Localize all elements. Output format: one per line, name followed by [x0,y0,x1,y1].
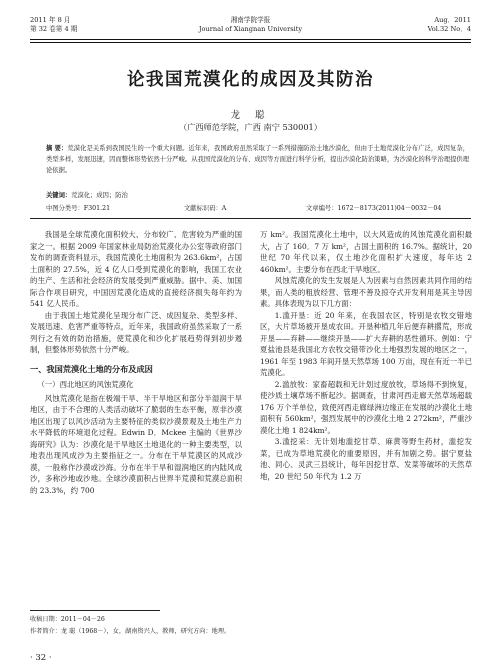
received-date: 收稿日期：2011－04－26 [30,616,105,623]
keywords-text: 荒漠化；成因；防治 [71,192,128,199]
header-date-en: Aug．2011 [434,16,471,24]
abstract-separator [30,218,471,219]
author-affiliation: （广西师范学院，广西 南宁 530001） [179,122,322,132]
clc-number: 中图分类号：F301.21 [46,205,111,212]
header-rule-thin [30,42,471,43]
footnote-rule [30,610,160,611]
running-header [30,16,471,38]
paragraph: 风蚀荒漠化是指在极端干旱、半干旱地区和部分半湿润干旱地区，由于不合理的人类活动破坏了脆弱的生态平衡，原非沙漠地区出现了以风沙活动为主要特征的类似沙漠景观及土地生产力水平降低的环境退化过程。Edwin D．Mckee 主编的《世界沙海研究》认为：沙漠化是干旱地区土地退化的一种主要类型，以地表出现风成沙为主要指征之一。分布在干旱荒漠区的风成沙漠，一般称作沙漠或沙海。分布在半干旱和湿润地区的内陆风成沙，多称沙地或沙地。全球沙漠面积占世界半荒漠和荒漠总面积的 23.3%，约 700 [30,393,242,495]
subsection-heading: （一）西北地区的风蚀荒漠化 [37,380,134,389]
author-bio: 作者简介：龙 聪（1968－），女，湖南资兴人，教师，研究方向：地理。 [30,628,231,635]
paragraph: 2.滥放牧：家畜超载和无计划过度放牧，草场得不到恢复，使沙质土壤草场不断起沙。据调查，甘肃河西走廊天然草场超载 176 万个羊单位，致使河西走廊绿洲边缘正在发展的沙漠化土地面积有 560km²，强烈发展中的沙漠化土地 2 272km²，严重沙漠化土地 1 824km²。 [260,379,472,435]
abstract-label: 摘 要： [46,145,68,152]
journal-name-cn: 湘南学院学报 [230,16,271,24]
keywords [46,190,128,199]
header-center [30,16,471,34]
section-heading: 一、我国荒漠化土地的分布及成因 [30,363,153,374]
paragraph: 我国是全球荒漠化面积较大、分布较广、危害较为严重的国家之一。根据 2009 年国家林业局防治荒漠化办公室等政府部门发布的调查资料显示，我国荒漠化土地面积为 263.6km²，占国土面积的 27.5%，近 4 亿人口受到荒漠化的影响，我国工农业的生产、生活和社会经济的发展受到严重威胁。据中、美、加国际合作项目研究，中国因荒漠化造成的直接经济损失每年约为 541 亿人民币。 [30,230,242,308]
header-right [428,16,471,34]
right-column [260,229,472,482]
paragraph: 风蚀荒漠化的发生发展是人为因素与自然因素共同作用的结果，而人类的粗放经营、管理不善及掠夺式开发利用是其主导因素。具体表现为以下几方面： [260,276,472,308]
author-name: 龙 聪 [230,110,271,121]
left-column [30,229,242,496]
paragraph: 3.滥挖采：无计划地滥挖甘草、麻黄等野生药材，滥挖发菜，已成为草地荒漠化的重要原因，并有加剧之势。据宁夏盐池、同心、灵武三县统计，每年因挖甘草、发菜等破坏的天然草地，20 世纪 50 年代为 1.2 万 [260,437,472,481]
header-volume-cn: 第 32 卷第 4 期 [30,25,78,33]
article-title: 论我国荒漠化的成因及其防治 [127,70,374,90]
abstract [46,143,469,177]
document-code: 文献标识码：A [184,205,227,212]
paragraph: 1.滥开垦：近 20 年来，在我国农区，特别是农牧交错地区，大片草场被开垦成农田。开垦种植几年后便弃耕撂荒，形成开垦——弃耕——继续开垦——扩大弃耕的恶性循环。例如：宁夏盐池县是我国北方农牧交错带沙化土地强烈发展的地区之一，1961 年至 1983 年间开垦天然草场 100 万亩，现在有近一半已荒漠化。 [260,310,472,377]
paragraph: 由于我国土地荒漠化呈现分布广泛、成因复杂、类型多样、发展迅速、危害严重等特点，近年来，我国政府虽然采取了一系列行之有效的防治措施，使荒漠化和沙化扩展趋势得到初步遏制，但整体形势依然十分严峻。 [30,310,242,354]
header-rule [30,39,471,40]
paragraph: 万 km²。我国荒漠化土地中，以大风造成的风蚀荒漠化面积最大，占了 160．7 万 km²，占国土面积的 16.7%。据统计，20 世纪 70 年代以来，仅土地沙化面积扩大速度，每年达 2 460km²。主要分布在西北干旱地区。 [260,230,472,274]
journal-name-en: Journal of Xiangnan University [198,25,303,33]
header-date: 2011 年 8 月 [30,16,71,24]
article-number: 文章编号：1672－8173(2011)04－0032－04 [306,205,442,212]
page-number: · 32 · [30,653,52,663]
abstract-text: 荒漠化是关系到我国民生的一个重大问题。近年来，我国政府虽然采取了一系列措施防治土地沙漠化，但由于土地荒漠化分布广泛，成因复杂，类型多样，发展迅速，因而整体形势依然十分严峻。从我国荒漠化的分布、成因等方面进行科学分析，提出沙漠化防治策略，为沙漠化的科学治理提供理论依据。 [46,145,469,175]
header-volume-en: Vol.32 No．4 [427,25,471,33]
keywords-label: 关键词： [46,192,72,199]
